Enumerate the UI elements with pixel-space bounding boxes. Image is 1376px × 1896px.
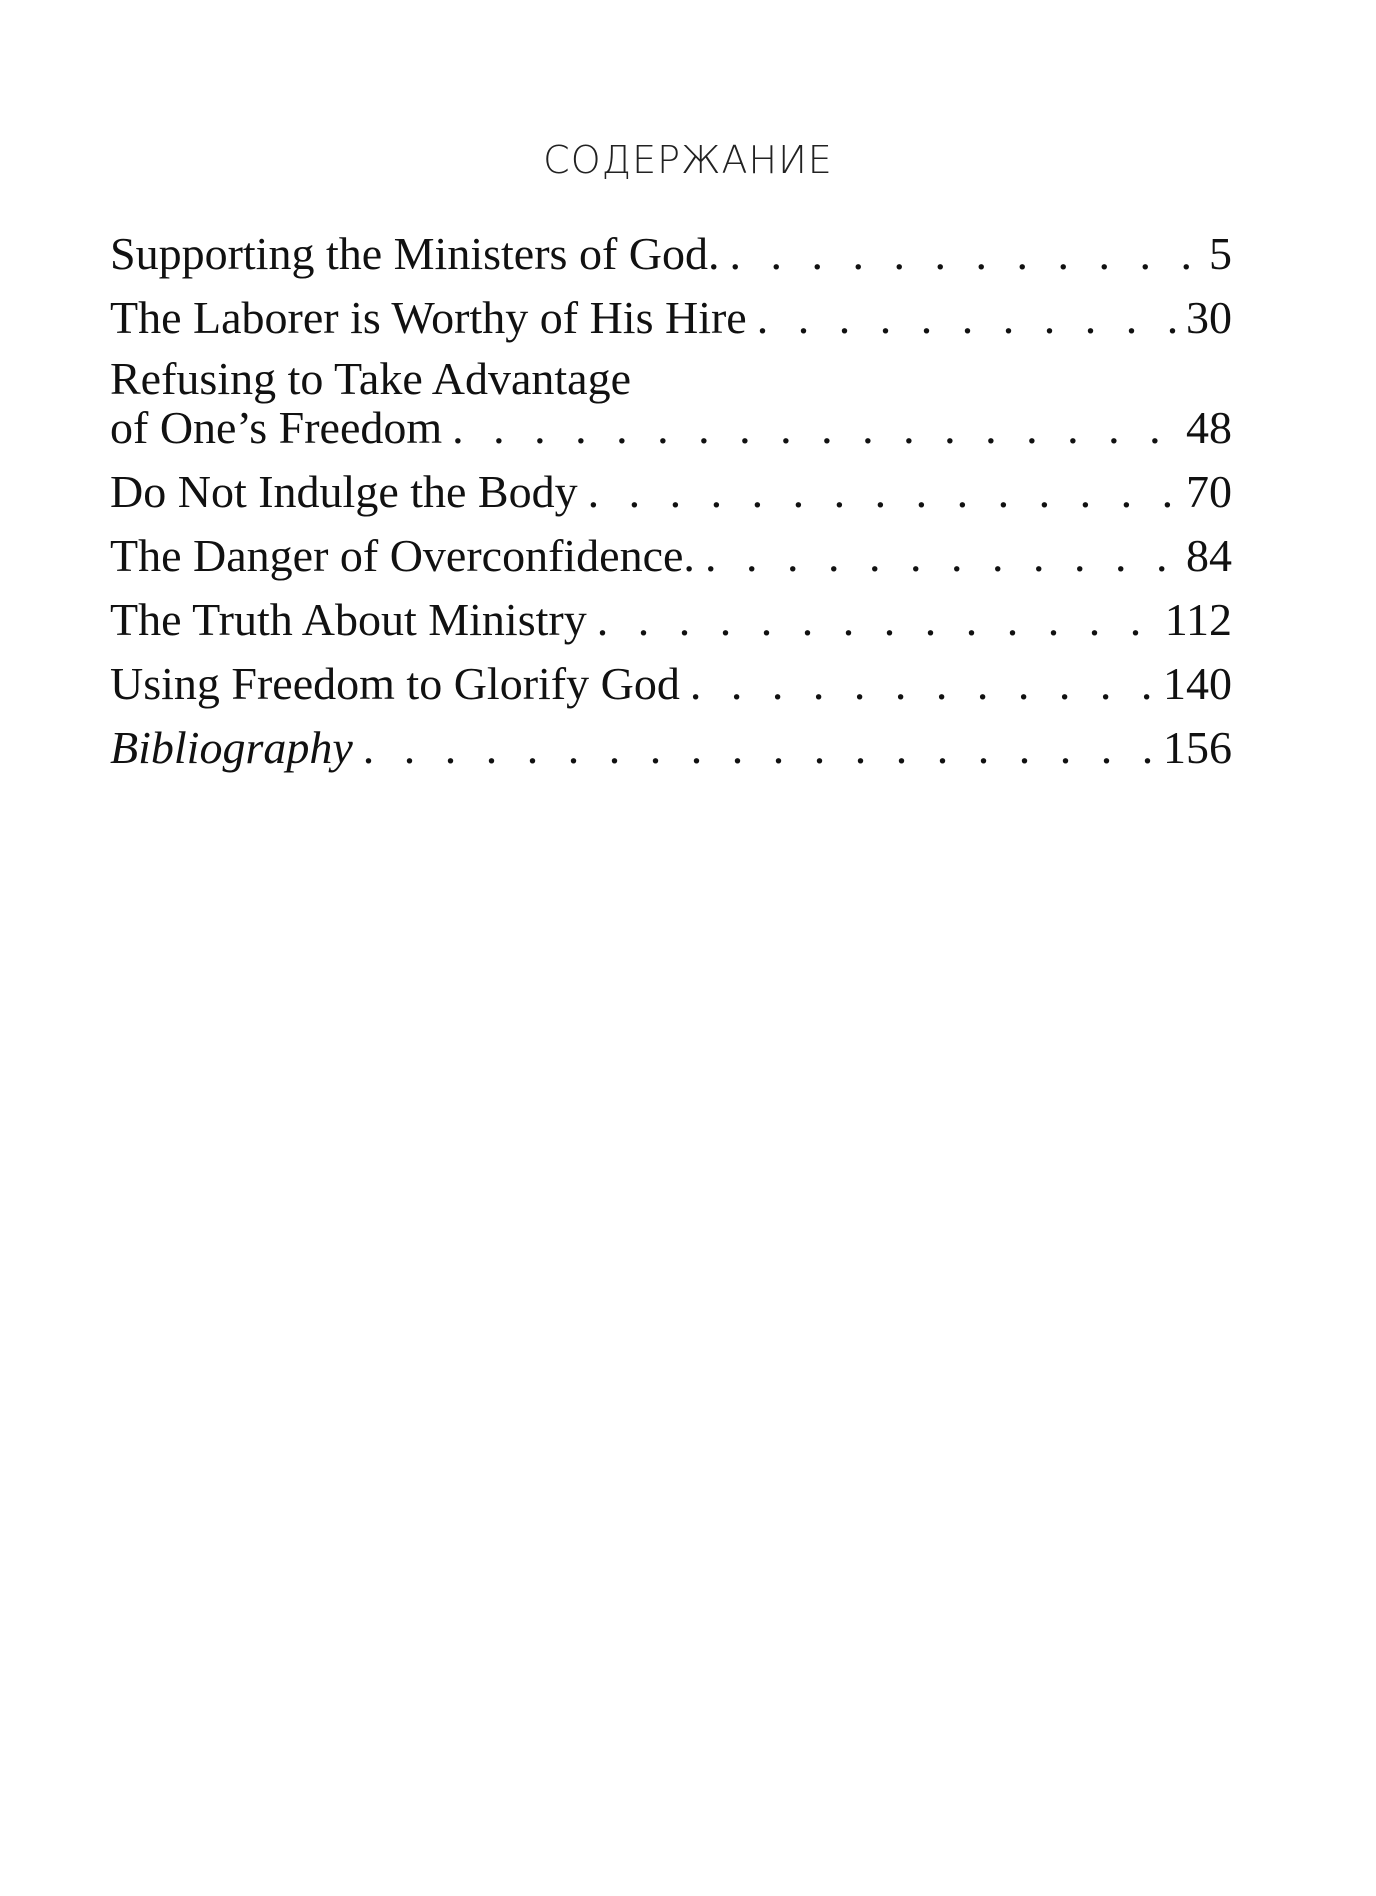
toc-entry[interactable] [110, 353, 1232, 453]
toc-entry-title: Bibliography [110, 722, 353, 773]
dot-leader [705, 530, 1180, 581]
toc-entry-title: Do Not Indulge the Body [110, 466, 578, 517]
toc-line [110, 530, 1232, 581]
dot-leader [452, 402, 1180, 453]
toc-page-number: 156 [1163, 722, 1232, 773]
dot-leader [588, 466, 1180, 517]
table-of-contents [110, 228, 1232, 786]
dot-leader [690, 658, 1157, 709]
toc-entry[interactable] [110, 658, 1232, 709]
toc-page-number: 30 [1186, 292, 1232, 343]
toc-entry[interactable] [110, 530, 1232, 581]
dot-leader [363, 722, 1157, 773]
toc-line [110, 292, 1232, 343]
toc-line [110, 594, 1232, 645]
page-title: СОДЕРЖАНИЕ [543, 138, 833, 182]
dot-leader [597, 594, 1159, 645]
toc-page-number: 140 [1163, 658, 1232, 709]
toc-page-number: 48 [1186, 402, 1232, 453]
toc-entry-title: Supporting the Ministers of God. [110, 228, 720, 279]
toc-page-number: 112 [1164, 594, 1232, 645]
toc-line [110, 722, 1232, 773]
toc-page-number: 70 [1186, 466, 1232, 517]
dot-leader [757, 292, 1180, 343]
toc-entry-title: Using Freedom to Glorify God [110, 658, 680, 709]
toc-entry[interactable] [110, 292, 1232, 343]
toc-page-number: 5 [1209, 228, 1232, 279]
toc-entry-title: The Danger of Overconfidence. [110, 530, 695, 581]
toc-entry-title-line1: Refusing to Take Advantage [110, 353, 631, 404]
toc-page-number: 84 [1186, 530, 1232, 581]
toc-line [110, 402, 1232, 453]
toc-entry[interactable] [110, 466, 1232, 517]
toc-entry-title-line2: of One’s Freedom [110, 402, 443, 453]
toc-entry[interactable] [110, 228, 1232, 279]
toc-entry-title: The Truth About Ministry [110, 594, 587, 645]
toc-entry[interactable] [110, 594, 1232, 645]
toc-line [110, 658, 1232, 709]
dot-leader [729, 228, 1203, 279]
toc-line [110, 228, 1232, 279]
toc-entry-title: The Laborer is Worthy of His Hire [110, 292, 747, 343]
toc-line [110, 466, 1232, 517]
toc-entry-bibliography[interactable] [110, 722, 1232, 773]
